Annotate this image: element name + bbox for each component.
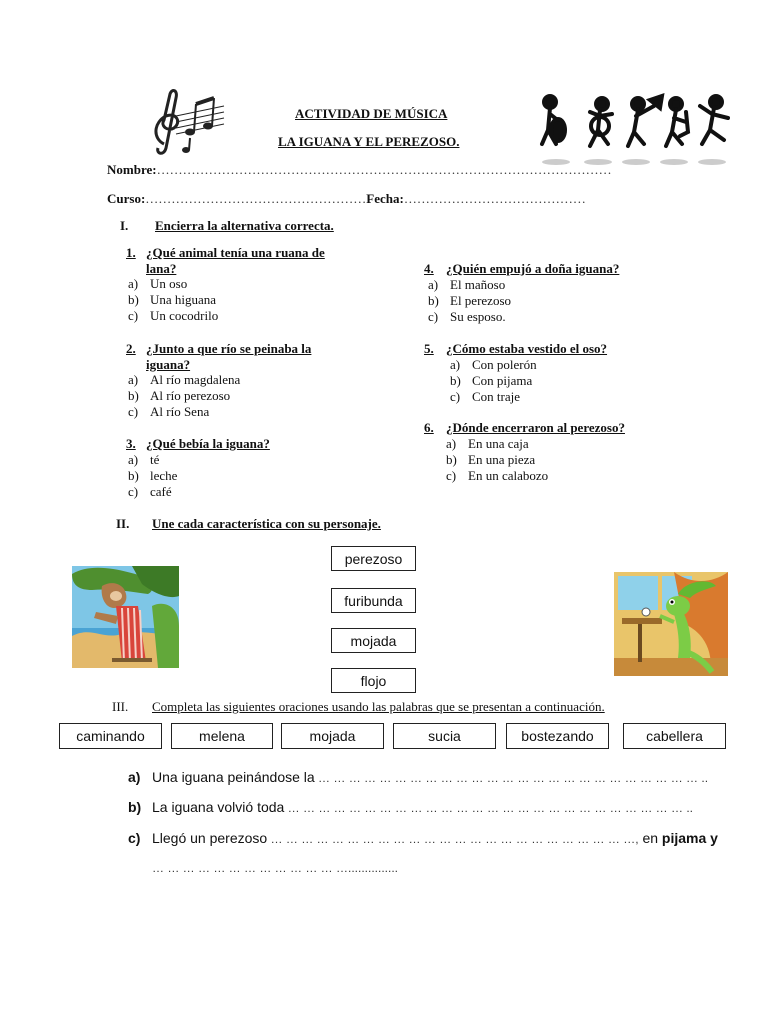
- question-1: [126, 245, 346, 277]
- section3-number: III.: [112, 699, 129, 714]
- word-box-sucia[interactable]: sucia: [393, 723, 496, 749]
- option-a[interactable]: a) El mañoso: [428, 277, 506, 292]
- question-number: 5.: [424, 341, 434, 356]
- option-c[interactable]: c) café: [128, 484, 172, 499]
- sentence-b: b) La iguana volvió toda … … … … … … … … … … … … … … … … … … … … … … … … … … ..: [128, 799, 694, 815]
- option-b[interactable]: b) El perezoso: [428, 293, 512, 308]
- sentence-text: Llegó un perezoso: [152, 830, 268, 846]
- course-row[interactable]: [107, 191, 586, 207]
- activity-title: ACTIVIDAD DE MÚSICA: [295, 106, 448, 121]
- word-box-caminando[interactable]: caminando: [59, 723, 162, 749]
- sentence-a: a) Una iguana peinándose la … … … … … … … … … … … … … … … … … … … … … … … … … ..: [128, 769, 709, 785]
- name-label: Nombre:: [107, 162, 157, 177]
- sentence-text: La iguana volvió toda: [152, 799, 285, 815]
- name-row[interactable]: [107, 162, 612, 178]
- course-field[interactable]: ……………………………………………: [145, 191, 367, 206]
- word-box-bostezando[interactable]: bostezando: [506, 723, 609, 749]
- date-label: Fecha:: [366, 191, 404, 206]
- question-5-options: [450, 357, 537, 405]
- question-5: [424, 341, 607, 357]
- option-a[interactable]: a) Con polerón: [450, 357, 537, 372]
- blank-field[interactable]: … … … … … … … … … … … … … … … … … … … … … … … … … … ..: [284, 801, 694, 815]
- word-box-flojo[interactable]: flojo: [331, 668, 416, 693]
- option-a[interactable]: a) En una caja: [446, 436, 529, 451]
- section1-number: I.: [120, 218, 129, 233]
- question-6: [424, 420, 625, 436]
- musicians-image: [536, 92, 732, 172]
- question-text: ¿Junto a que río se peinaba la iguana?: [146, 341, 312, 372]
- option-a[interactable]: a) Al río magdalena: [128, 372, 241, 387]
- question-6-options: [446, 436, 548, 484]
- blank-field[interactable]: … … … … … … … … … … … … … … … … … … … … … … … … … ..: [314, 771, 709, 785]
- sentence-c: c) Llegó un perezoso … … … … … … … … … … … … … … … … … … … … … … … …, en pijama y: [128, 830, 718, 846]
- question-text: ¿Dónde encerraron al perezoso?: [446, 420, 625, 435]
- option-c[interactable]: c) Su esposo.: [428, 309, 506, 324]
- question-text: ¿Qué bebía la iguana?: [146, 436, 270, 451]
- question-3-options: [128, 452, 177, 500]
- question-2: [126, 341, 346, 373]
- sentence-text: Una iguana peinándose la: [152, 769, 315, 785]
- question-4: [424, 261, 619, 277]
- question-number: 3.: [126, 436, 136, 451]
- section2-heading: Une cada característica con su personaje.: [152, 516, 381, 531]
- sloth-image: [72, 566, 179, 668]
- date-field[interactable]: ……………………………………: [403, 191, 586, 206]
- question-number: 6.: [424, 420, 434, 435]
- story-title: LA IGUANA Y EL PEREZOSO.: [278, 134, 460, 149]
- question-number: 4.: [424, 261, 434, 276]
- question-number: 1.: [126, 245, 136, 260]
- option-b[interactable]: b) Con pijama: [450, 373, 533, 388]
- word-box-mojada[interactable]: mojada: [331, 628, 416, 653]
- music-notes-image: [146, 86, 226, 158]
- option-b[interactable]: b) Una higuana: [128, 292, 217, 307]
- word-box-perezoso[interactable]: perezoso: [331, 546, 416, 571]
- question-1-options: [128, 276, 218, 324]
- blank-field[interactable]: … … … … … … … … … … … … … … … … … … … … … … … …,: [267, 832, 639, 846]
- option-b[interactable]: b) En una pieza: [446, 452, 536, 467]
- option-a[interactable]: a) Un oso: [128, 276, 188, 291]
- name-field[interactable]: ……………………………………………………………………………………………: [156, 162, 612, 177]
- question-text: ¿Quién empujó a doña iguana?: [446, 261, 620, 276]
- question-3: [126, 436, 270, 452]
- sentence-c-continuation[interactable]: … … … … … … … … … … … … …...............: [152, 861, 399, 875]
- option-b[interactable]: b) leche: [128, 468, 178, 483]
- question-text: ¿Qué animal tenía una ruana de lana?: [146, 245, 325, 276]
- section2-number: II.: [116, 516, 130, 531]
- word-box-mojada[interactable]: mojada: [281, 723, 384, 749]
- option-c[interactable]: c) Un cocodrilo: [128, 308, 219, 323]
- question-text: ¿Cómo estaba vestido el oso?: [446, 341, 608, 356]
- section1-heading: Encierra la alternativa correcta.: [155, 218, 334, 233]
- course-label: Curso:: [107, 191, 146, 206]
- option-c[interactable]: c) Con traje: [450, 389, 521, 404]
- option-a[interactable]: a) té: [128, 452, 160, 467]
- question-2-options: [128, 372, 240, 420]
- option-c[interactable]: c) Al río Sena: [128, 404, 210, 419]
- option-b[interactable]: b) Al río perezoso: [128, 388, 231, 403]
- option-c[interactable]: c) En un calabozo: [446, 468, 549, 483]
- word-box-furibunda[interactable]: furibunda: [331, 588, 416, 613]
- word-box-cabellera[interactable]: cabellera: [623, 723, 726, 749]
- iguana-image: [614, 572, 728, 676]
- question-4-options: [428, 277, 511, 325]
- question-number: 2.: [126, 341, 136, 356]
- section3-heading: Completa las siguientes oraciones usando las palabras que se presentan a continuación.: [152, 699, 605, 714]
- word-box-melena[interactable]: melena: [171, 723, 273, 749]
